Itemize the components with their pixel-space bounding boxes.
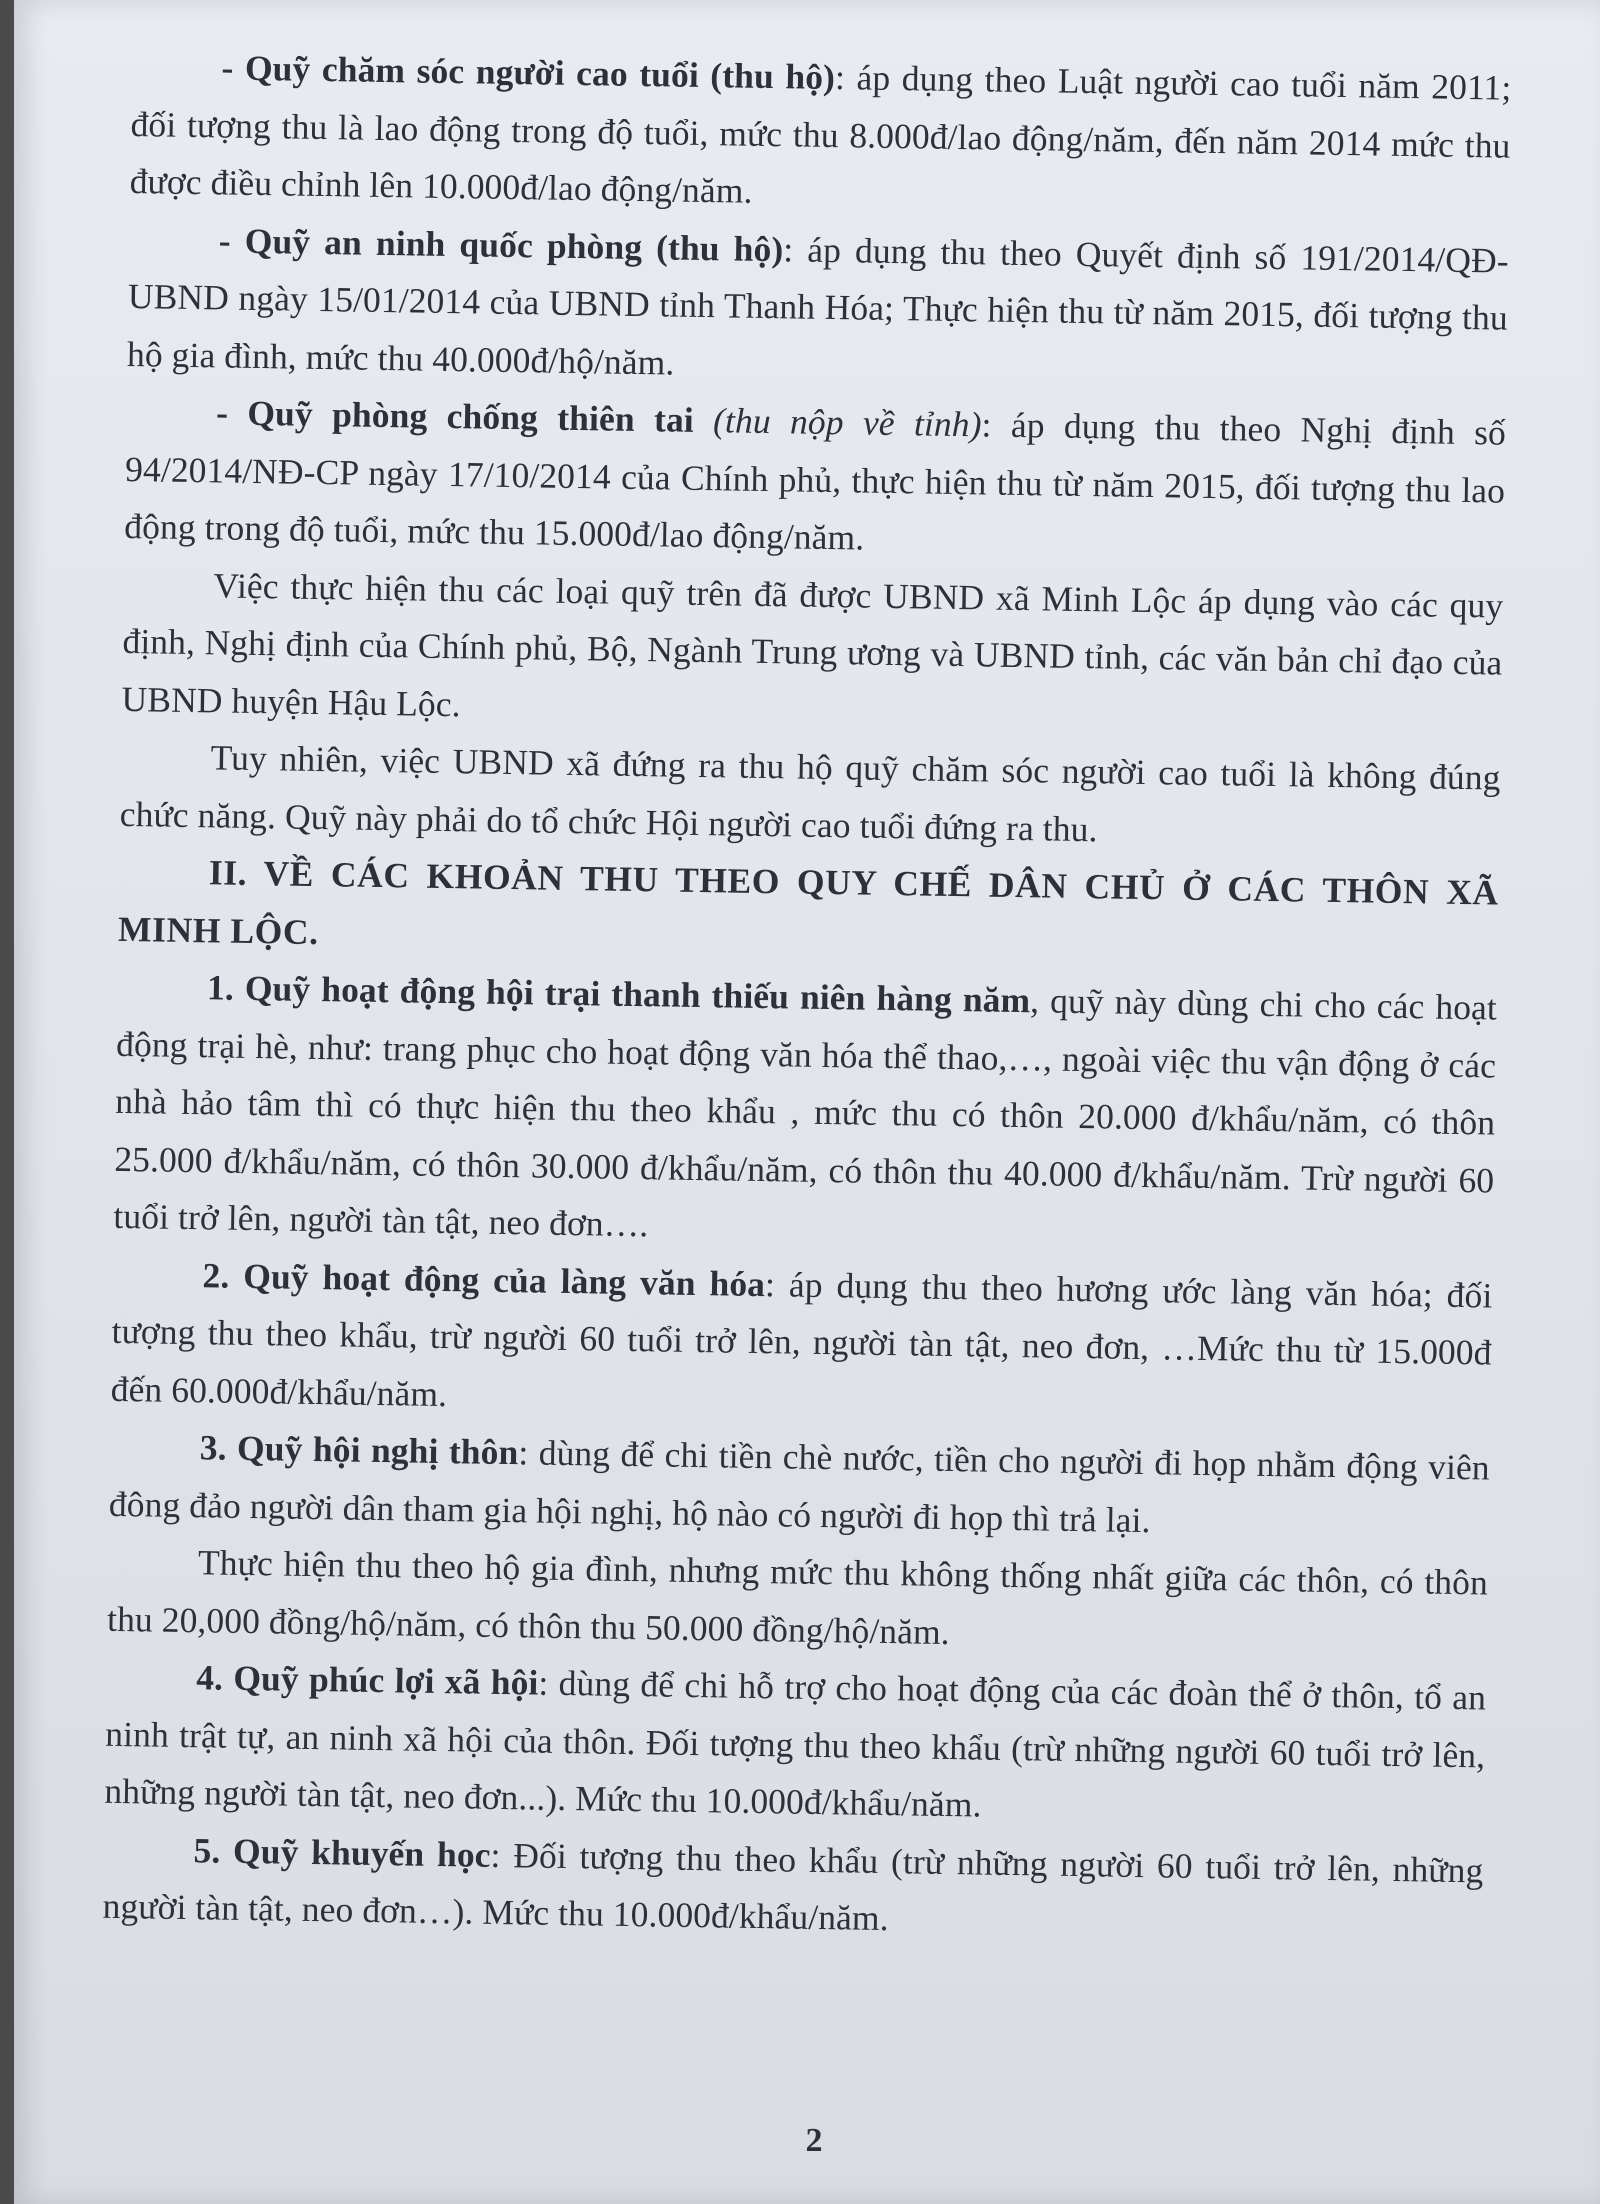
paragraph-text: : áp dụng thu theo Nghị định số 94/2014/NĐ-CP ngày 17/10/2014 của Chính phủ, thực hiện thu từ năm 2015, đối tượng thu lao động trong độ tuổi, mức thu 15.000đ/lao động/năm.	[124, 404, 1507, 558]
paragraph-label: - Quỹ an ninh quốc phòng (thu hộ)	[218, 219, 784, 269]
item-label: 1. Quỹ hoạt động hội trại thanh thiếu niên hàng năm	[206, 967, 1031, 1021]
item-text: : dùng để chi tiền chè nước, tiền cho người đi họp nhằm động viên đông đảo người dân tham gia hội nghị, hộ nào có người đi họp thì trả lại.	[108, 1432, 1491, 1540]
item-label: 5. Quỹ khuyến học	[193, 1829, 491, 1875]
item-meeting-fund-collection	[107, 1533, 1489, 1670]
paragraph-text: : áp dụng thu theo Quyết định số 191/2014/QĐ-UBND ngày 15/01/2014 của UBND tỉnh Thanh Hóa; Thực hiện thu từ năm 2015, đối tượng thu hộ gia đình, mức thu 40.000đ/hộ/năm.	[126, 228, 1510, 383]
paragraph-text: : áp dụng theo Luật người cao tuổi năm 2011; đối tượng thu là lao động trong độ tuổi, mức thu 8.000đ/lao động/năm, đến năm 2014 mức thu được điều chỉnh lên 10.000đ/lao động/năm.	[129, 57, 1512, 211]
item-text: : Đối tượng thu theo khẩu (trừ những người 60 tuổi trở lên, những người tàn tật, neo đơn…). Mức thu 10.000đ/khẩu/năm.	[102, 1834, 1484, 1939]
paragraph-label: - Quỹ chăm sóc người cao tuổi (thu hộ)	[221, 47, 836, 98]
item-village-meeting-fund	[109, 1418, 1491, 1555]
paragraph-text: Tuy nhiên, việc UBND xã đứng ra thu hộ quỹ chăm sóc người cao tuổi là không đúng chức năng. Quỹ này phải do tổ chức Hội người cao tuổi đứng ra thu.	[119, 737, 1501, 849]
paragraph-elderly-care-fund	[129, 38, 1512, 232]
item-text: , quỹ này dùng chi cho các hoạt động trại hè, như: trang phục cho hoạt động văn hóa thể thao,…, ngoài việc thu vận động ở các nhà hảo tâm thì có thực hiện thu theo khẩu , mức thu có thôn 20.000 đ/khẩu/năm, có thôn 25.000 đ/khẩu/năm, có thôn 30.000 đ/khẩu/năm, có thôn thu 40.000 đ/khẩu/năm. Trừ người 60 tuổi trở lên, người tàn tật, neo đơn….	[113, 980, 1498, 1245]
paragraph-however	[119, 728, 1501, 865]
item-text: Thực hiện thu theo hộ gia đình, nhưng mức thu không thống nhất giữa các thôn, có thôn thu 20,000 đồng/hộ/năm, có thôn thu 50.000 đồng/hộ/năm.	[106, 1542, 1489, 1652]
paragraph-note: (thu nộp về tỉnh)	[693, 399, 982, 445]
paragraph-text: Việc thực hiện thu các loại quỹ trên đã được UBND xã Minh Lộc áp dụng vào các quy định, Nghị định của Chính phủ, Bộ, Ngành Trung ương và UBND tỉnh, các văn bản chỉ đạo của UBND huyện Hậu Lộc.	[121, 564, 1504, 724]
item-social-welfare-fund	[104, 1648, 1487, 1842]
item-label: 3. Quỹ hội nghị thôn	[199, 1427, 519, 1473]
item-label: 2. Quỹ hoạt động của làng văn hóa	[202, 1254, 766, 1304]
paragraph-security-defense-fund	[127, 210, 1510, 404]
item-cultural-village-fund	[110, 1245, 1493, 1439]
item-text: : dùng để chi hỗ trợ cho hoạt động của các đoàn thể ở thôn, tổ an ninh trật tự, an ninh xã hội của thôn. Đối tượng thu theo khẩu (trừ những người 60 tuổi trở lên, những người tàn tật, neo đơn...). Mức thu 10.000đ/khẩu/năm.	[104, 1662, 1487, 1825]
item-study-encouragement-fund	[102, 1820, 1484, 1957]
section-heading: II. VỀ CÁC KHOẢN THU THEO QUY CHẾ DÂN CHỦ Ở CÁC THÔN XÃ MINH LỘC.	[117, 852, 1500, 952]
page-number: 2	[805, 2122, 823, 2159]
document-body	[102, 38, 1512, 1957]
item-text: : áp dụng thu theo hương ước làng văn hóa; đối tượng thu theo khẩu, trừ người 60 tuổi trở lên, người tàn tật, neo đơn, …Mức thu từ 15.000đ đến 60.000đ/khẩu/năm.	[110, 1263, 1493, 1414]
paragraph-implementation	[121, 555, 1504, 749]
item-youth-camp-fund	[113, 958, 1497, 1267]
item-label: 4. Quỹ phúc lợi xã hội	[195, 1657, 539, 1703]
paragraph-label: - Quỹ phòng chống thiên tai	[215, 392, 695, 440]
paragraph-disaster-prevention-fund	[124, 383, 1507, 577]
document-page	[14, 0, 1600, 2204]
